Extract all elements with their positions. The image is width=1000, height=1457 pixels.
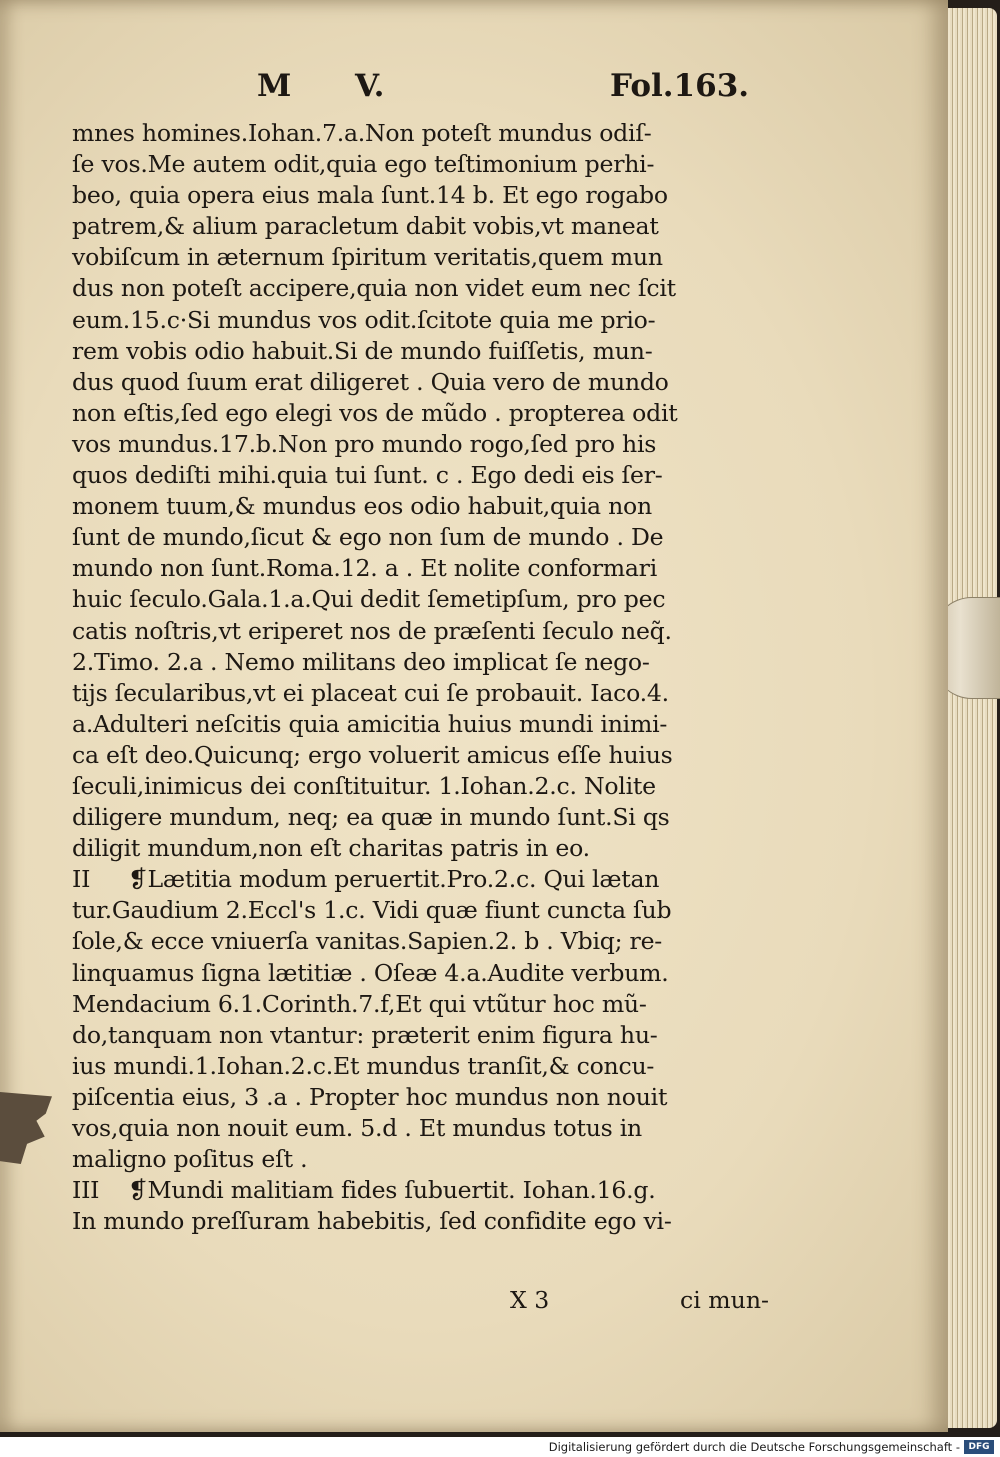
text-line-content: ❡Mundi malitiam fides ſubuertit. Iohan.16.g.	[128, 1176, 656, 1205]
text-line: quos dediſti mihi.quia tui ſunt. c . Ego dedi eis ſer-	[72, 461, 663, 490]
text-line: Mendacium 6.1.Corinth.7.f,Et qui vtũtur hoc mũ-	[72, 989, 647, 1018]
text-line: ca eſt deo.Quicunq; ergo voluerit amicus eſſe huius	[72, 740, 673, 769]
dfg-logo: DFG	[964, 1440, 994, 1454]
signature-mark: X 3	[510, 1286, 550, 1314]
text-line: 2.Timo. 2.a . Nemo militans deo implicat ſe nego-	[72, 647, 650, 676]
text-line: ſunt de mundo,ſicut & ego non ſum de mundo . De	[72, 523, 664, 552]
text-line: catis noſtris,vt eriperet nos de præſenti ſeculo neq̃.	[72, 616, 672, 645]
text-line: vos mundus.17.b.Non pro mundo rogo,ſed pro his	[72, 429, 657, 458]
running-head-letter-right: V.	[355, 68, 385, 104]
text-line: non eſtis,ſed ego elegi vos de mũdo . propterea odit	[72, 398, 678, 427]
text-line: vos,quia non nouit eum. 5.d . Et mundus totus in	[72, 1114, 642, 1142]
text-line: maligno poſitus eſt .	[72, 1145, 308, 1174]
credit-text: Digitalisierung gefördert durch die Deutsche Forschungsgemeinschaft -	[548, 1440, 960, 1454]
section-numeral: II	[72, 865, 91, 894]
text-line: mnes homines.Iohan.7.a.Non poteſt mundus odiſ-	[72, 119, 652, 147]
credit-bar	[0, 1437, 1000, 1457]
text-line: diligit mundum,non eſt charitas patris in eo.	[72, 834, 590, 863]
text-line: rem vobis odio habuit.Si de mundo fuiſſetis, mun-	[72, 336, 653, 365]
binding-tab	[0, 1092, 52, 1164]
text-line: mundo non ſunt.Roma.12. a . Et nolite conformari	[72, 554, 657, 583]
text-line	[72, 1175, 792, 1206]
running-head-letter-left: M	[257, 68, 292, 104]
catchword: ci mun-	[680, 1286, 769, 1314]
text-line: eum.15.c·Si mundus vos odit.ſcitote quia me prio-	[72, 305, 656, 334]
text-line: dus quod ſuum erat diligeret . Quia vero de mundo	[72, 367, 669, 396]
section-numeral: III	[72, 1176, 100, 1205]
text-line-content: ❡Lætitia modum peruertit.Pro.2.c. Qui lætan	[128, 865, 660, 894]
page-foot	[80, 1286, 800, 1320]
text-line	[72, 864, 792, 895]
text-line: patrem,& alium paracletum dabit vobis,vt maneat	[72, 212, 659, 241]
text-line: huic ſeculo.Gala.1.a.Qui dedit ſemetipſum, pro pec	[72, 585, 666, 614]
text-line: dus non poteſt accipere,quia non videt eum nec ſcit	[72, 274, 676, 303]
running-head	[0, 68, 948, 108]
folio-number: Fol.163.	[610, 68, 750, 104]
text-line: ſe vos.Me autem odit,quia ego teſtimonium perhi-	[72, 150, 655, 179]
text-line: do,tanquam non vtantur: præterit enim figura hu-	[72, 1020, 658, 1049]
text-line: ius mundi.1.Iohan.2.c.Et mundus tranſit,& concu-	[72, 1051, 655, 1080]
text-line: piſcentia eius, 3 .a . Propter hoc mundus non nouit	[72, 1082, 668, 1111]
text-line: In mundo preſſuram habebitis, ſed confidite ego vi-	[72, 1207, 672, 1236]
text-line: beo, quia opera eius mala ſunt.14 b. Et ego rogabo	[72, 181, 668, 210]
text-line: a.Adulteri neſcitis quia amicitia huius mundi inimi-	[72, 709, 668, 738]
text-line: linquamus ſigna lætitiæ . Oſeæ 4.a.Audite verbum.	[72, 958, 669, 987]
text-line: tur.Gaudium 2.Eccl's 1.c. Vidi quæ fiunt cuncta ſub	[72, 896, 672, 925]
text-line: ſole,& ecce vniuerſa vanitas.Sapien.2. b . Vbiq; re-	[72, 927, 662, 956]
text-line: ſeculi,inimicus dei conſtituitur. 1.Iohan.2.c. Nolite	[72, 771, 656, 800]
text-line: diligere mundum, neq; ea quæ in mundo ſunt.Si qs	[72, 803, 670, 832]
text-line: vobiſcum in æternum ſpiritum veritatis,quem mun	[72, 243, 663, 272]
text-line: tijs ſecularibus,vt ei placeat cui ſe probauit. Iaco.4.	[72, 678, 669, 707]
text-line: monem tuum,& mundus eos odio habuit,quia non	[72, 492, 652, 521]
body-text	[72, 118, 792, 1237]
